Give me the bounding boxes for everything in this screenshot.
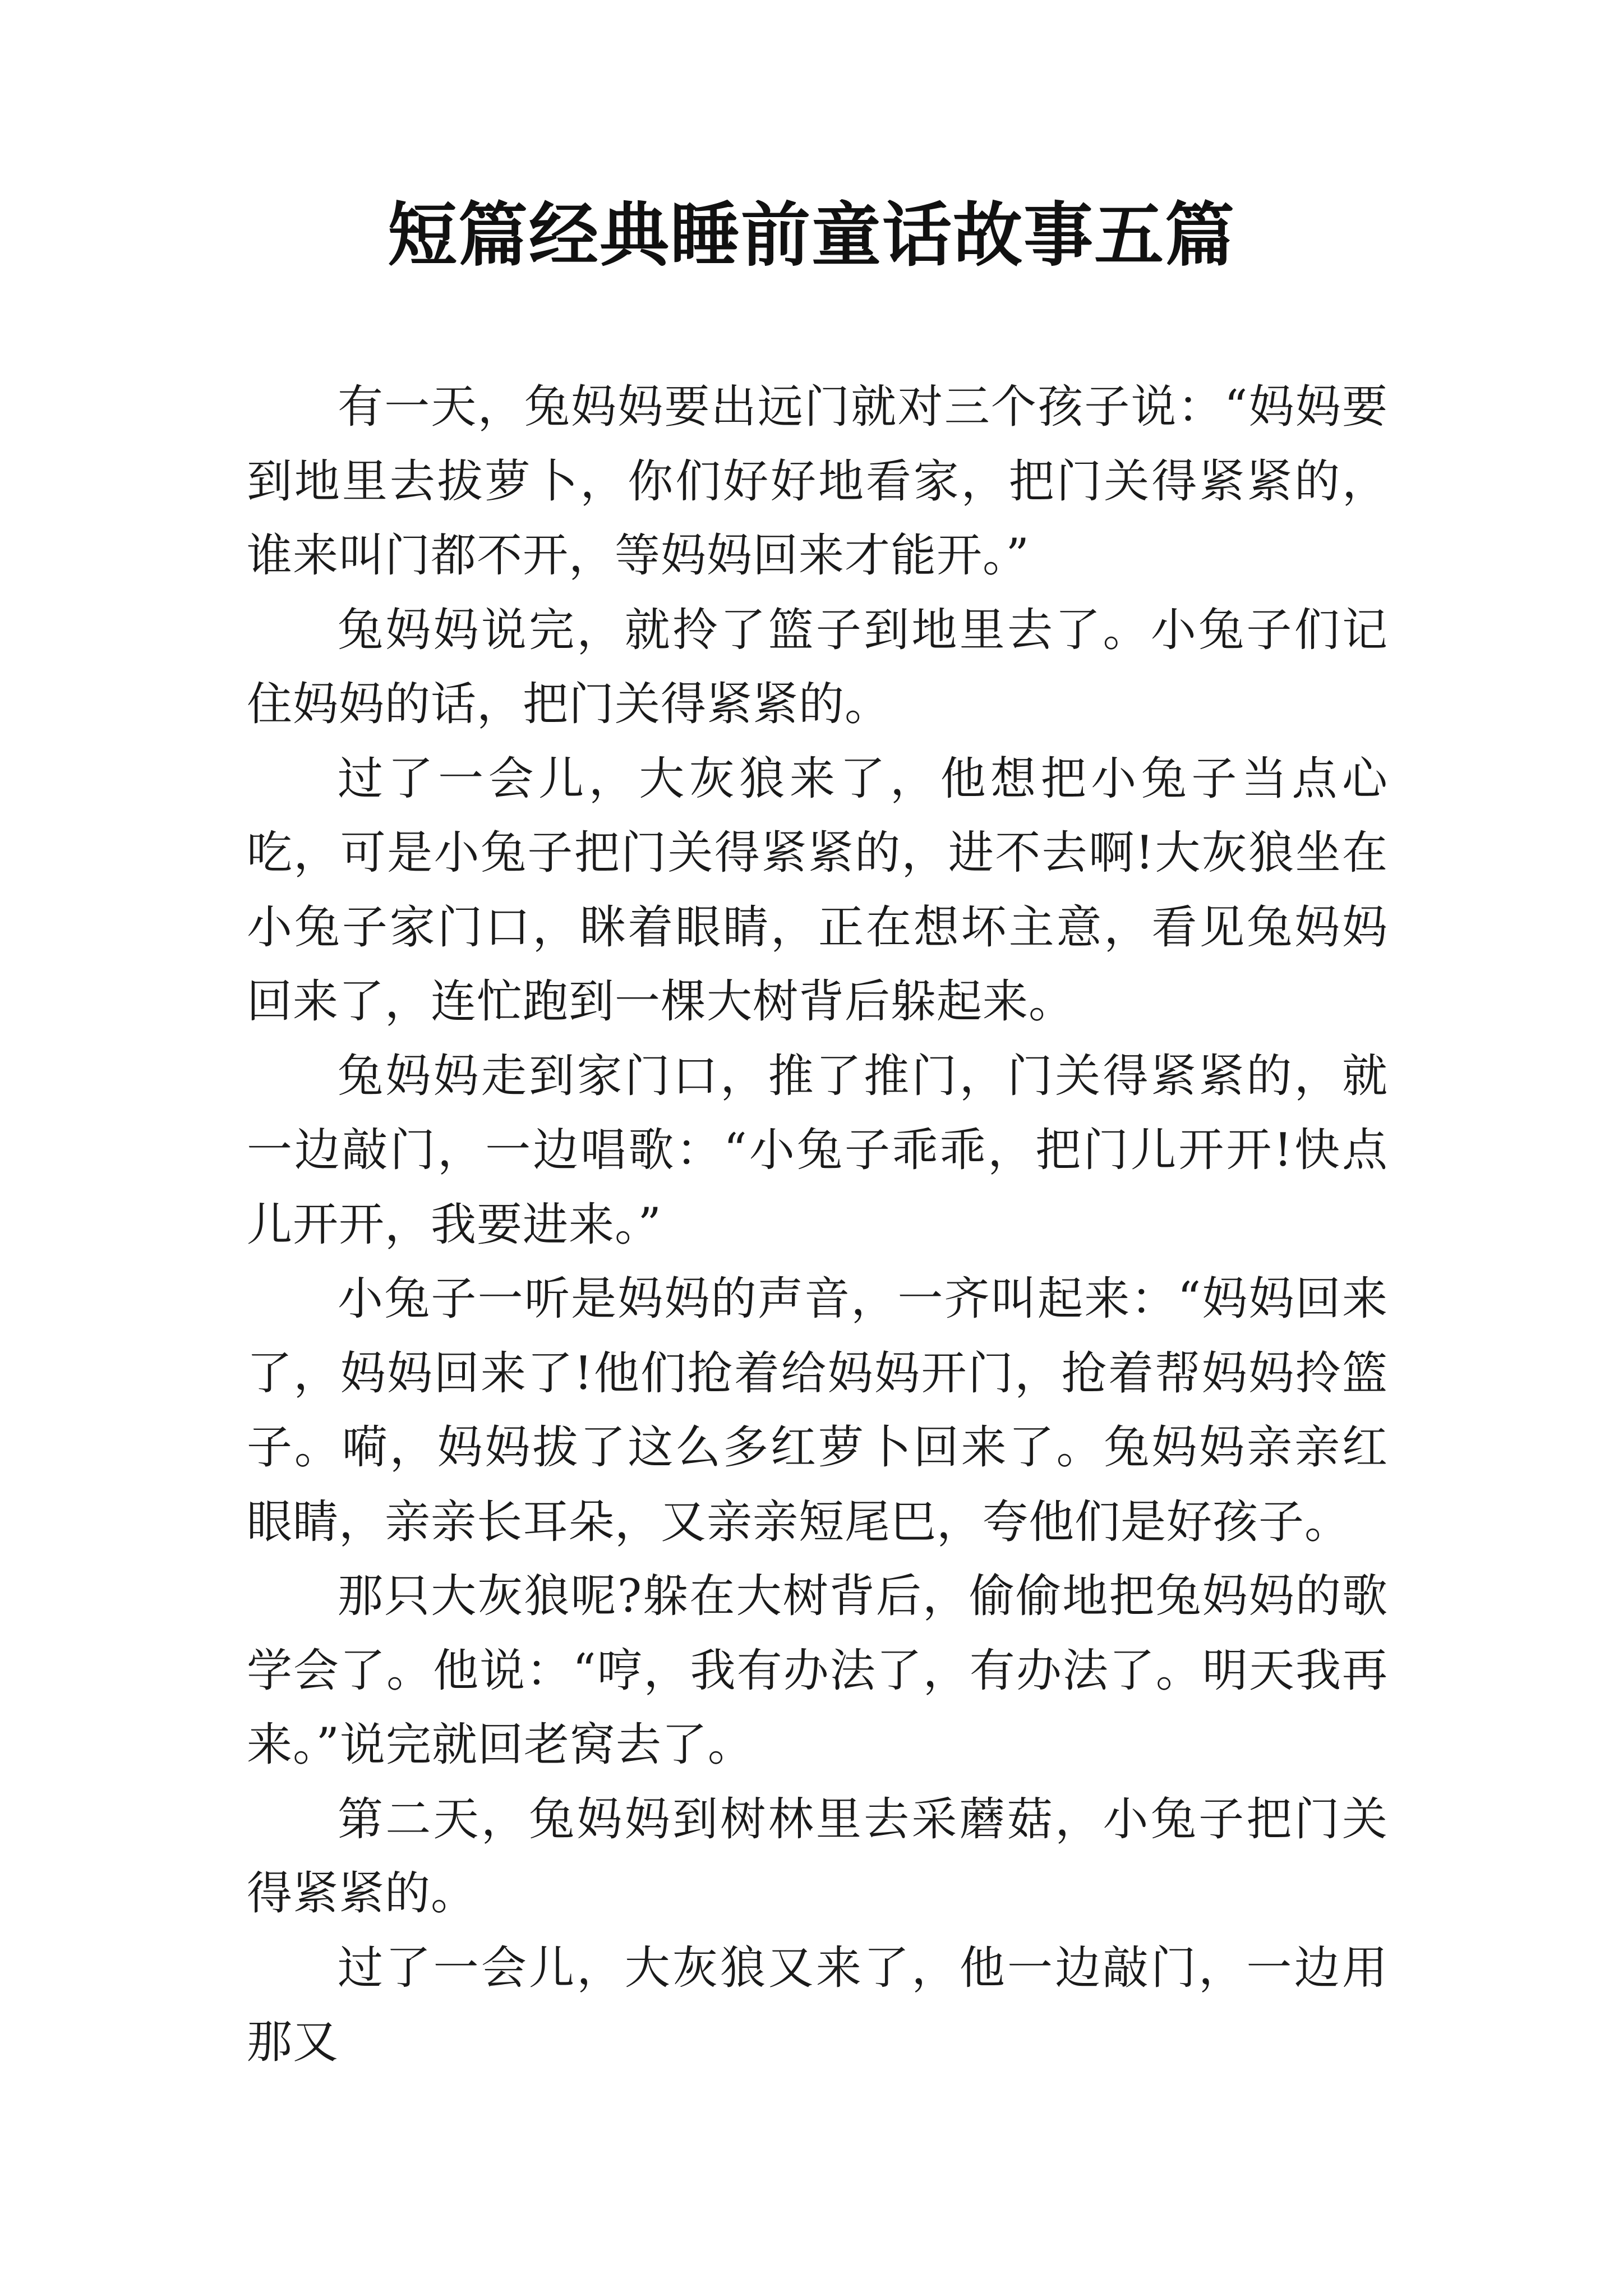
paragraph: 有一天，兔妈妈要出远门就对三个孩子说：“妈妈要到地里去拔萝卜，你们好好地看家，把门关得紧紧的，谁来叫门都不开，等妈妈回来才能开。” (247, 381, 1388, 582)
paragraph: 兔妈妈说完，就拎了篮子到地里去了。小兔子们记住妈妈的话，把门关得紧紧的。 (247, 604, 1388, 731)
paragraph: 第二天，兔妈妈到树林里去采蘑菇，小兔子把门关得紧紧的。 (247, 1793, 1388, 1920)
document-body (247, 370, 1388, 2080)
paragraph: 那只大灰狼呢?躲在大树背后，偷偷地把兔妈妈的歌学会了。他说：“哼，我有办法了，有办法了。明天我再来。”说完就回老窝去了。 (247, 1570, 1388, 1772)
paragraph: 兔妈妈走到家门口，推了推门，门关得紧紧的，就一边敲门，一边唱歌：“小兔子乖乖，把门儿开开!快点儿开开，我要进来。” (247, 1050, 1388, 1251)
paragraph: 过了一会儿，大灰狼来了，他想把小兔子当点心吃，可是小兔子把门关得紧紧的，进不去啊!大灰狼坐在小兔子家门口，眯着眼睛，正在想坏主意，看见兔妈妈回来了，连忙跑到一棵大树背后躲起来。 (247, 752, 1388, 1028)
document-title: 短篇经典睡前童话故事五篇 (387, 195, 1235, 276)
paragraph: 过了一会儿，大灰狼又来了，他一边敲门，一边用那又 (247, 1941, 1388, 2069)
paragraph: 小兔子一听是妈妈的声音，一齐叫起来：“妈妈回来了，妈妈回来了!他们抢着给妈妈开门，抢着帮妈妈拎篮子。嗬，妈妈拔了这么多红萝卜回来了。兔妈妈亲亲红眼睛，亲亲长耳朵，又亲亲短尾巴，夸他们是好孩子。 (247, 1273, 1388, 1549)
